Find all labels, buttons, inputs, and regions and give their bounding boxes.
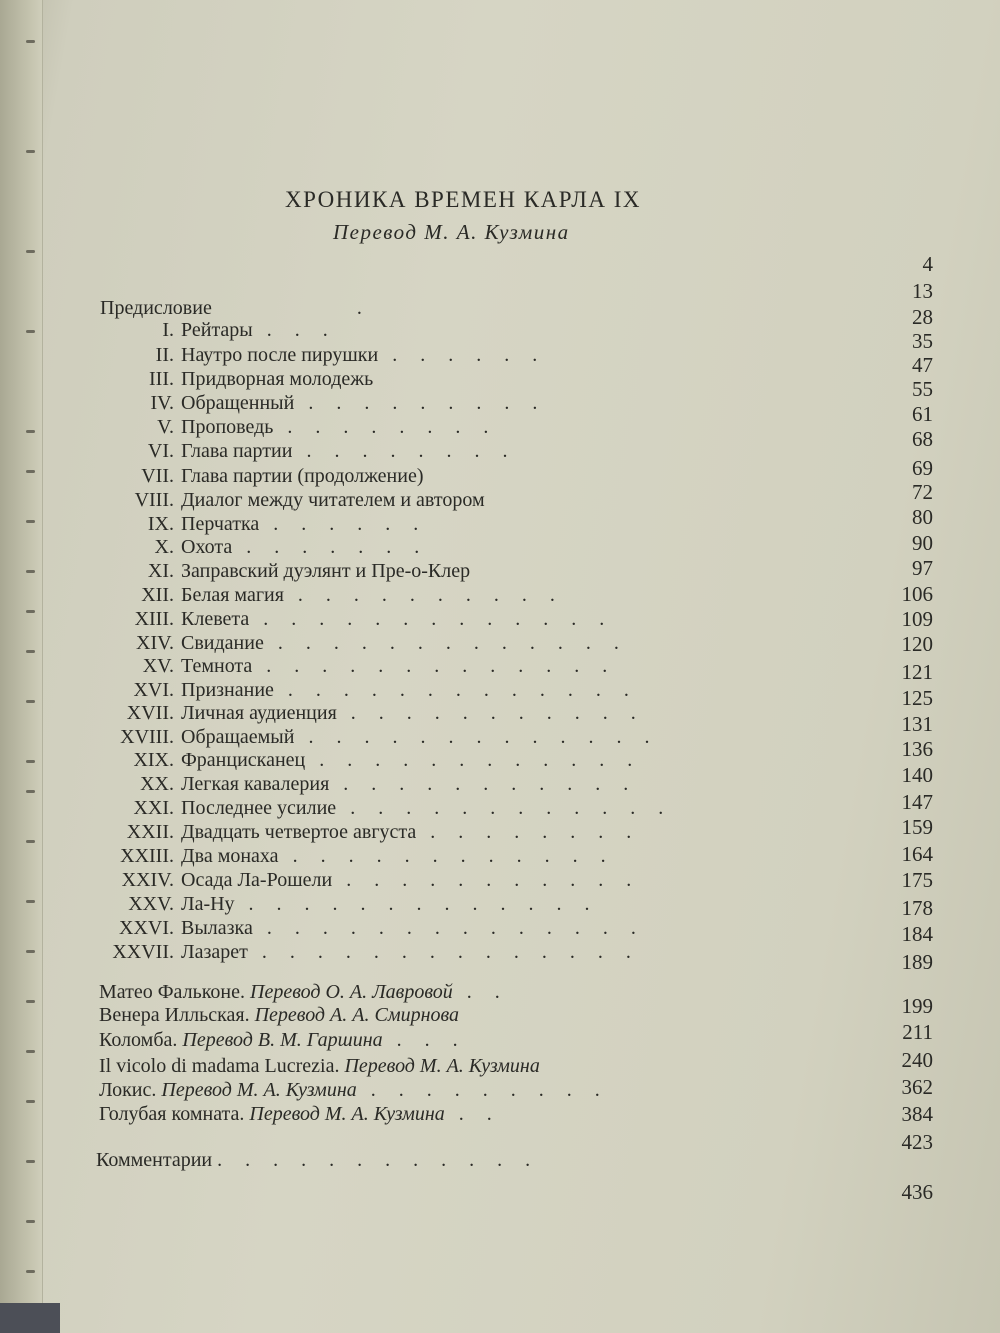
work-title: Il vicolo di madama Lucrezia. xyxy=(99,1055,340,1077)
page-number: 109 xyxy=(901,607,933,631)
chapter-title: Двадцать четвертое августа xyxy=(181,821,417,843)
chapter-title: Два монаха xyxy=(181,845,279,867)
chapter-entry: XXII. Двадцать четвертое августа . . . . . . . . xyxy=(88,820,640,844)
chapter-title: Ла-Ну xyxy=(181,893,235,915)
page-number: 240 xyxy=(901,1048,933,1072)
book-gutter xyxy=(0,0,43,1333)
chapter-title: Перчатка xyxy=(181,513,260,535)
work-entry: Коломба. Перевод В. М. Гаршина . . . xyxy=(99,1029,467,1051)
binding-stitch xyxy=(26,250,35,253)
comments-title: Комментарии xyxy=(96,1149,213,1171)
work-translator: Перевод А. А. Смирнова xyxy=(254,1004,460,1026)
page-number: 106 xyxy=(901,582,933,606)
chapter-title: Францисканец xyxy=(181,749,306,771)
preface-entry: Предисловие . xyxy=(100,297,373,319)
binding-stitch xyxy=(26,40,35,43)
chapter-number: XXII. xyxy=(126,821,174,843)
binding-stitch xyxy=(26,330,35,333)
binding-stitch xyxy=(26,840,35,843)
chapter-title: Осада Ла-Рошели xyxy=(181,869,333,891)
chapter-entry: X. Охота . . . . . . . xyxy=(88,535,428,559)
binding-stitch xyxy=(26,650,35,653)
page-number: 131 xyxy=(901,712,933,736)
page-number: 164 xyxy=(901,842,933,866)
chapter-title: Наутро после пирушки xyxy=(181,344,379,366)
work-entry xyxy=(99,1003,459,1027)
chapter-entry: XXI. Последнее усилие . . . . . . . . . . . . xyxy=(88,796,672,820)
chapter-entry: XXV. Ла-Ну . . . . . . . . . . . . . xyxy=(88,892,599,916)
chapter-number: XXVII. xyxy=(112,941,174,963)
chapter-entry: II. Наутро после пирушки . . . . . . xyxy=(88,343,546,367)
chapter-number: VII. xyxy=(141,465,174,487)
chapter-title: Обращенный xyxy=(181,392,295,414)
binding-stitch xyxy=(26,790,35,793)
chapter-number: XI. xyxy=(147,560,174,582)
work-title: Локис. xyxy=(99,1079,157,1101)
chapter-number: XXI. xyxy=(133,797,174,819)
section-subtitle: Перевод М. А. Кузмина xyxy=(333,220,570,244)
chapter-number: XVI. xyxy=(133,679,174,701)
binding-stitch xyxy=(26,700,35,703)
chapter-entry xyxy=(88,464,424,488)
page-number: 178 xyxy=(901,896,933,920)
chapter-entry: XXVII. Лазарет . . . . . . . . . . . . . . xyxy=(88,940,640,964)
chapter-title: Диалог между читателем и автором xyxy=(181,489,485,511)
page-number: 184 xyxy=(901,922,933,946)
work-translator: Перевод М. А. Кузмина xyxy=(161,1079,357,1101)
chapter-entry: XVII. Личная аудиенция . . . . . . . . . . . xyxy=(88,701,645,725)
page-number: 69 xyxy=(912,456,933,480)
page-number: 140 xyxy=(901,763,933,787)
chapter-entry: XII. Белая магия . . . . . . . . . . xyxy=(88,583,564,607)
chapter-number: IV. xyxy=(150,392,174,414)
work-title: Коломба. xyxy=(99,1029,178,1051)
chapter-title: Вылазка xyxy=(181,917,253,939)
page-number: 72 xyxy=(912,480,933,504)
chapter-title: Обращаемый xyxy=(181,726,295,748)
page-number: 159 xyxy=(901,815,933,839)
chapter-title: Лазарет xyxy=(181,941,248,963)
binding-stitch xyxy=(26,150,35,153)
page-number: 362 xyxy=(901,1075,933,1099)
work-entry: Матео Фальконе. Перевод О. А. Лавровой . . xyxy=(99,981,509,1003)
chapter-entry: XIV. Свидание . . . . . . . . . . . . . xyxy=(88,631,628,655)
binding-stitch xyxy=(26,900,35,903)
comments-entry: Комментарии . . . . . . . . . . . . xyxy=(96,1149,540,1171)
chapter-entry: I. Рейтары . . . xyxy=(88,318,337,342)
work-translator: Перевод М. А. Кузмина xyxy=(249,1103,445,1125)
background-strip xyxy=(0,1303,60,1333)
chapter-number: IX. xyxy=(147,513,174,535)
chapter-entry: XXIII. Два монаха . . . . . . . . . . . . xyxy=(88,844,615,868)
page-number: 436 xyxy=(901,1180,933,1204)
chapter-entry: XXVI. Вылазка . . . . . . . . . . . . . . xyxy=(88,916,645,940)
page-number: 136 xyxy=(901,737,933,761)
section-title: ХРОНИКА ВРЕМЕН КАРЛА IX xyxy=(285,187,641,212)
binding-stitch xyxy=(26,1270,35,1273)
chapter-number: VIII. xyxy=(134,489,174,511)
chapter-entry: IV. Обращенный . . . . . . . . . xyxy=(88,391,546,415)
binding-stitch xyxy=(26,1220,35,1223)
chapter-entry: XIII. Клевета . . . . . . . . . . . . . xyxy=(88,607,613,631)
page-number: 120 xyxy=(901,632,933,656)
chapter-entry: XV. Темнота . . . . . . . . . . . . . xyxy=(88,654,616,678)
chapter-title: Заправский дуэлянт и Пре-о-Клер xyxy=(181,560,471,582)
chapter-number: XV. xyxy=(142,655,174,677)
page-number: 125 xyxy=(901,686,933,710)
chapter-title: Охота xyxy=(181,536,233,558)
page-number: 175 xyxy=(901,868,933,892)
binding-stitch xyxy=(26,610,35,613)
chapter-title: Признание xyxy=(181,679,274,701)
chapter-title: Последнее усилие xyxy=(181,797,337,819)
page-number: 147 xyxy=(901,790,933,814)
chapter-number: V. xyxy=(157,416,174,438)
binding-stitch xyxy=(26,430,35,433)
chapter-entry: V. Проповедь . . . . . . . . xyxy=(88,415,497,439)
work-entry: Голубая комната. Перевод М. А. Кузмина . . xyxy=(99,1103,501,1125)
chapter-number: VI. xyxy=(147,440,174,462)
page-number: 189 xyxy=(901,950,933,974)
chapter-entry: XVI. Признание . . . . . . . . . . . . . xyxy=(88,678,638,702)
page-number: 28 xyxy=(912,305,933,329)
binding-stitch xyxy=(26,520,35,523)
binding-stitch xyxy=(26,1160,35,1163)
work-translator: Перевод В. М. Гаршина xyxy=(182,1029,383,1051)
page-number: 55 xyxy=(912,377,933,401)
page-number: 13 xyxy=(912,279,933,303)
chapter-number: XXIII. xyxy=(120,845,174,867)
page-number: 61 xyxy=(912,402,933,426)
chapter-entry: XX. Легкая кавалерия . . . . . . . . . . . xyxy=(88,772,637,796)
chapter-number: XVIII. xyxy=(120,726,174,748)
chapter-number: XII. xyxy=(141,584,174,606)
binding-stitch xyxy=(26,1000,35,1003)
page-number: 4 xyxy=(922,252,933,276)
chapter-title: Проповедь xyxy=(181,416,274,438)
binding-stitch xyxy=(26,1050,35,1053)
chapter-entry xyxy=(88,488,485,512)
chapter-number: III. xyxy=(149,368,174,390)
page-number: 90 xyxy=(912,531,933,555)
work-entry: Локис. Перевод М. А. Кузмина . . . . . . . . . xyxy=(99,1079,609,1101)
chapter-number: XIII. xyxy=(134,608,174,630)
work-entry xyxy=(99,1054,540,1078)
page-number: 68 xyxy=(912,427,933,451)
page-number: 97 xyxy=(912,556,933,580)
chapter-entry: XXIV. Осада Ла-Рошели . . . . . . . . . . . xyxy=(88,868,640,892)
work-translator: Перевод О. А. Лавровой xyxy=(250,981,453,1003)
chapter-number: XXVI. xyxy=(119,917,174,939)
chapter-title: Легкая кавалерия xyxy=(181,773,330,795)
chapter-title: Глава партии (продолжение) xyxy=(181,465,424,487)
chapter-number: XXIV. xyxy=(121,869,174,891)
work-title: Матео Фальконе. xyxy=(99,981,245,1003)
chapter-number: XVII. xyxy=(126,702,174,724)
chapter-number: XXV. xyxy=(128,893,174,915)
page-number: 121 xyxy=(901,660,933,684)
page-number: 35 xyxy=(912,329,933,353)
chapter-title: Темнота xyxy=(181,655,253,677)
chapter-entry: VI. Глава партии . . . . . . . . xyxy=(88,439,516,463)
chapter-title: Свидание xyxy=(181,632,264,654)
binding-stitch xyxy=(26,1100,35,1103)
chapter-entry xyxy=(88,559,470,583)
chapter-entry: XIX. Францисканец . . . . . . . . . . . . xyxy=(88,748,641,772)
chapter-number: X. xyxy=(154,536,174,558)
work-title: Голубая комната. xyxy=(99,1103,245,1125)
binding-stitch xyxy=(26,570,35,573)
chapter-title: Глава партии xyxy=(181,440,293,462)
chapter-title: Рейтары xyxy=(181,319,253,341)
chapter-number: I. xyxy=(162,319,174,341)
chapter-number: XIX. xyxy=(133,749,174,771)
page-number: 199 xyxy=(901,994,933,1018)
chapter-number: XX. xyxy=(140,773,174,795)
page-number: 423 xyxy=(901,1130,933,1154)
page-number: 211 xyxy=(902,1020,933,1044)
chapter-title: Личная аудиенция xyxy=(181,702,337,724)
chapter-title: Белая магия xyxy=(181,584,284,606)
chapter-number: II. xyxy=(155,344,174,366)
binding-stitch xyxy=(26,470,35,473)
chapter-entry: IX. Перчатка . . . . . . xyxy=(88,512,427,536)
chapter-title: Клевета xyxy=(181,608,250,630)
preface-title: Предисловие xyxy=(100,297,212,319)
chapter-title: Придворная молодежь xyxy=(181,368,374,390)
chapter-entry xyxy=(88,367,373,391)
binding-stitch xyxy=(26,950,35,953)
chapter-entry: XVIII. Обращаемый . . . . . . . . . . . . . xyxy=(88,725,658,749)
page-number: 47 xyxy=(912,353,933,377)
chapter-number: XIV. xyxy=(136,632,174,654)
work-translator: Перевод М. А. Кузмина xyxy=(344,1055,540,1077)
page-number: 80 xyxy=(912,505,933,529)
binding-stitch xyxy=(26,760,35,763)
page-number: 384 xyxy=(901,1102,933,1126)
work-title: Венера Илльская. xyxy=(99,1004,250,1026)
